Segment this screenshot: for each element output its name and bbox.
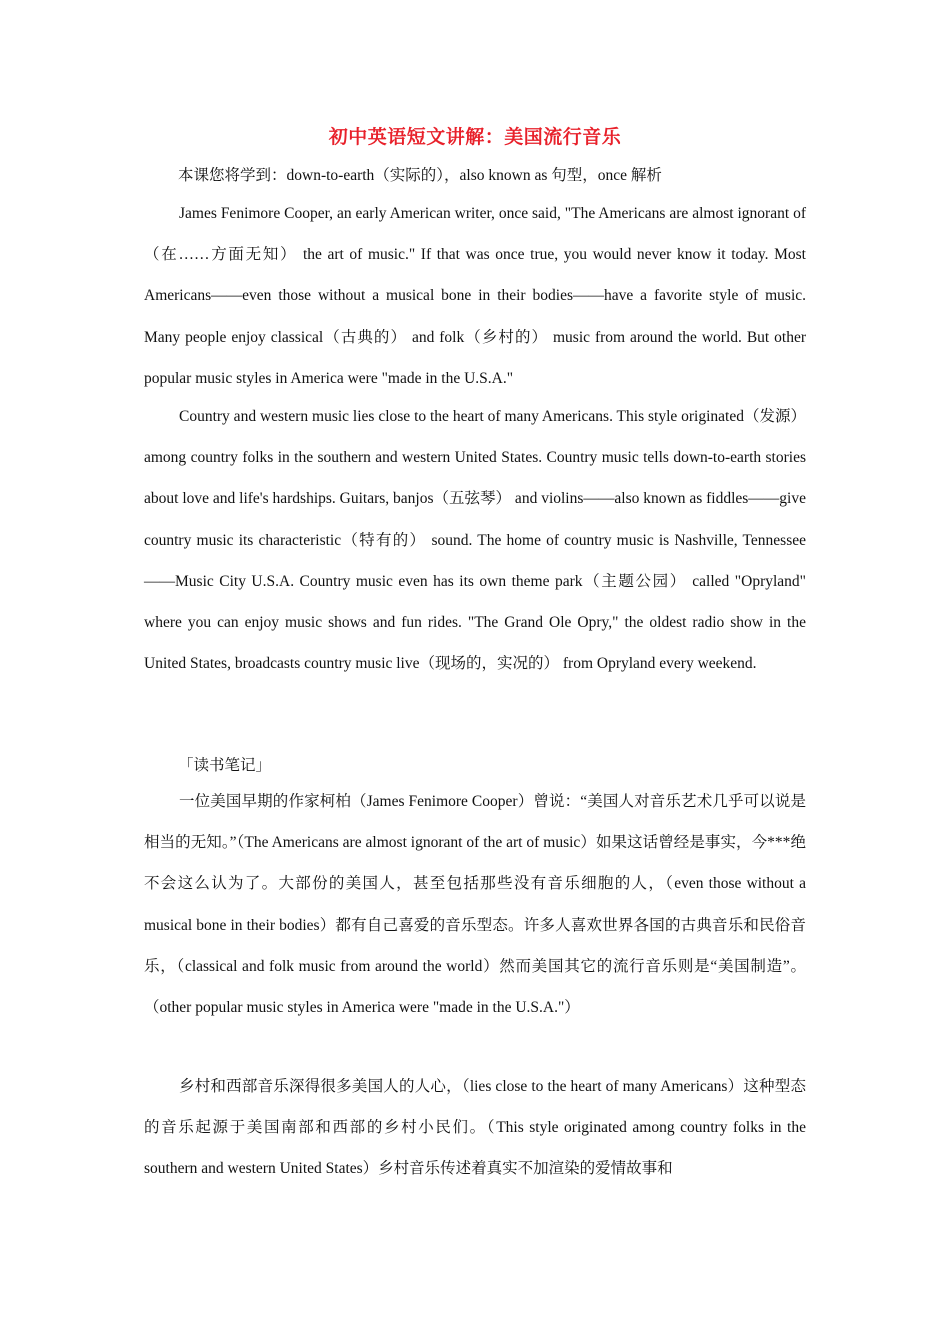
notes-paragraph: 乡村和西部音乐深得很多美国人的人心，（lies close to the heart of many Americans）这种型态的音乐起源于美国南部和西部的乡村小民们。（This style originated among country folks in the southern and western United States）乡村音乐传述着真实不加渲染的爱情故事和 — [144, 1078, 806, 1178]
passage-paragraph: James Fenimore Cooper, an early American writer, once said, "The Americans are almost ignorant of（在……方面无知） the art of music." If that was once true, you would never know it today. Most Americans——even those without a musical bone in their bodies——have a favorite style of music. Many people enjoy classical（古典的） and folk（乡村的） music from around the world. But other popular music styles in America were "made in the U.S.A." — [144, 205, 806, 387]
reading-notes-heading: 「读书笔记」 — [178, 757, 272, 774]
lesson-intro: 本课您将学到：down-to-earth（实际的），also known as 句型，once 解析 — [178, 167, 662, 184]
passage-paragraph: Country and western music lies close to the heart of many Americans. This style originated（发源） among country folks in the southern and western United States. Country music tells down-to-earth stories about love and life's hardships. Guitars, banjos（五弦琴） and violins——also known as fiddles——give country music its characteristic（特有的） sound. The home of country music is Nashville, Tennessee——Music City U.S.A. Country music even has its own theme park（主题公园） called "Opryland" where you can enjoy music shows and fun rides. "The Grand Ole Opry," the oldest radio show in the United States, broadcasts country music live（现场的，实况的） from Opryland every weekend. — [144, 408, 806, 673]
notes-paragraph: 一位美国早期的作家柯柏（James Fenimore Cooper）曾说：“美国人对音乐艺术几乎可以说是相当的无知。”（The Americans are almost ignorant of the art of music）如果这话曾经是事实，今***绝不会这么认为了。大部份的美国人，甚至包括那些没有音乐细胞的人，（even those without a musical bone in their bodies）都有自己喜爱的音乐型态。许多人喜欢世界各国的古典音乐和民俗音乐，（classical and folk music from around the world）然而美国其它的流行音乐则是“美国制造”。（other popular music styles in America were "made in the U.S.A."） — [144, 793, 806, 1017]
document-title: 初中英语短文讲解：美国流行音乐 — [328, 126, 622, 148]
